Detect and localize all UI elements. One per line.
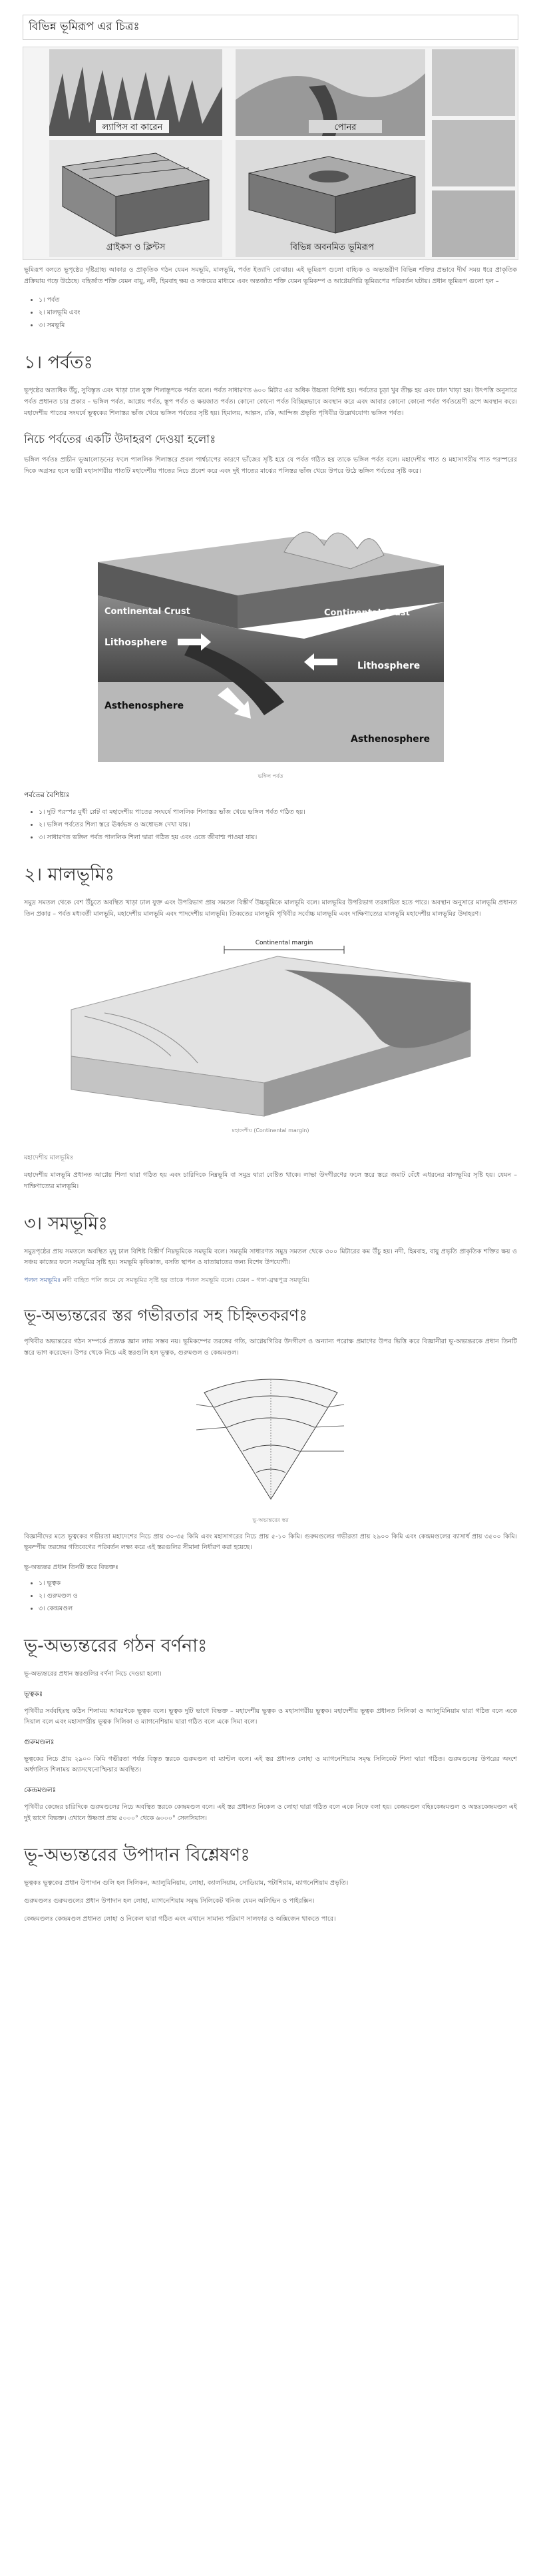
crust-paragraph: পৃথিবীর সর্ববহিঃস্থ কঠিন শিলাময় আবরণকে ভূত্বক বলে। ভূত্বক দুটি ভাগে বিভক্ত – মহাদেশীয় ভূত্বক ও মহাসাগরীয় ভূত্বক। মহাদেশীয় ভূত্বক প্রধানত সিলিকা ও অ্যালুমিনিয়াম দ্বারা গঠিত বলে একে সিয়াল বলে এবং মহাসাগরীয় ভূত্বক সিলিকা ও ম্যাগনেশিয়াম দ্বারা গঠিত বলে একে সিমা বলে। bbox=[24, 1707, 517, 1726]
list-item: • ২। ভঙ্গিল পর্বতের শিলা স্তরে ঊর্ধ্বভঙ্গ ও অধোভঙ্গ দেখা যায়। bbox=[39, 818, 517, 831]
section-title-structure: ভূ-অভ্যন্তরের গঠন বর্ণনাঃ bbox=[24, 1635, 208, 1656]
doline-image-1 bbox=[432, 49, 515, 116]
structure-paragraph: ভূ-অভ্যন্তরের প্রধান স্তরগুলির বর্ণনা নিচে দেওয়া হলো। bbox=[24, 1670, 162, 1678]
list-item: • ৩। সাধারণত ভঙ্গিল পর্বত পাললিক শিলা দ্বারা গঠিত হয় এবং এতে জীবাশ্ম পাওয়া যায়। bbox=[39, 831, 517, 844]
margin-label: Continental margin bbox=[255, 939, 313, 946]
fold-mountain-paragraph: ভঙ্গিল পর্বতঃ প্রাচীন ভূআলোড়নের ফলে পাললিক শিলাস্তরে প্রবল পার্শ্বচাপের কারণে ভাঁজের সৃষ্টি হয়ে যে পর্বত গঠিত হয় তাকে ভঙ্গিল পর্বত বলে। মহাদেশীয় পাত ও মহাসাগরীয় পাত পরস্পরের দিকে অগ্রসর হলে ভারী মহাসাগরীয় পাতটি মহাদেশীয় পাতের নিচে প্রবেশ করে এবং দুই পাতের মাঝের পলিস্তর ভাঁজ খেয়ে উপরে উঠে ভঙ্গিল পর্বতের সৃষ্টি করে। bbox=[24, 456, 517, 475]
interior-paragraph: পৃথিবীর অভ্যন্তরের গঠন সম্পর্কে প্রত্যক্ষ জ্ঞান লাভ সম্ভব নয়। ভূমিকম্পের তরঙ্গের গতি, আগ্নেয়গিরির উদগীরণ ও অন্যান্য পরোক্ষ প্রমাণের উপর ভিত্তি করে বিজ্ঞানীরা ভূ-অভ্যন্তরকে প্রধান তিনটি স্তরে ভাগ করেছেন। উপর থেকে নিচে এই স্তরগুলি হল ভূত্বক, গুরুমণ্ডল ও কেন্দ্রমণ্ডল। bbox=[24, 1338, 517, 1357]
doline-image-2 bbox=[432, 120, 515, 186]
grikes-image bbox=[49, 140, 222, 257]
plain-paragraph: সমুদ্রপৃষ্ঠের প্রায় সমতলে অবস্থিত মৃদু ঢাল বিশিষ্ট বিস্তীর্ণ নিম্নভূমিকে সমভূমি বলে। সমভূমি সাধারণত সমুদ্র সমতল থেকে ৩০০ মিটারের কম উঁচু হয়। নদী, হিমবাহ, বায়ু প্রভৃতি প্রাকৃতিক শক্তির ক্ষয় ও সঞ্চয় কাজের ফলে সমভূমির সৃষ্টি হয়। সমভূমি কৃষিকাজ, বসতি স্থাপন ও যাতায়াতের জন্য বিশেষ উপযোগী। bbox=[24, 1247, 517, 1267]
depression-image bbox=[236, 140, 425, 257]
plate-collision-diagram bbox=[85, 489, 457, 769]
mountain-caption: ভঙ্গিল পর্বত bbox=[258, 773, 283, 780]
poner-image bbox=[236, 49, 425, 136]
core-paragraph: পৃথিবীর কেন্দ্রের চারিদিকে গুরুমণ্ডলের নিচে অবস্থিত স্তরকে কেন্দ্রমণ্ডল বলে। এই স্তর প্রধানত নিকেল ও লোহা দ্বারা গঠিত বলে একে নিফে বলা হয়। কেন্দ্রমণ্ডল বহিঃকেন্দ্রমণ্ডল ও অন্তঃকেন্দ্রমণ্ডল এই দুই ভাগে বিভক্ত। এখানে উষ্ণতা প্রায় ৫০০০° থেকে ৬০০০° সেলসিয়াস। bbox=[24, 1803, 517, 1822]
plain-lead-text: নদী বাহিত পলি জমে যে সমভূমির সৃষ্টি হয় তাকে পলল সমভূমি বলে। যেমন – গঙ্গা-ব্রহ্মপুত্র সমভূমি। bbox=[63, 1276, 310, 1284]
plateau-lead: মহাদেশীয় মালভূমিঃ bbox=[24, 1153, 74, 1161]
asthenosphere-label-right: Asthenosphere bbox=[350, 734, 430, 745]
composition-paragraph-2: গুরুমণ্ডলঃ গুরুমণ্ডলের প্রধান উপাদান হল লোহা, ম্যাগনেশিয়াম সমৃদ্ধ সিলিকেট খনিজ যেমন অলিভিন ও পাইরক্সিন। bbox=[24, 1897, 315, 1905]
interior-list-title: ভূ-অভ্যন্তর প্রধান তিনটি স্তরে বিভক্তঃ bbox=[24, 1563, 118, 1571]
section-title-mountain: ১। পর্বতঃ bbox=[24, 352, 93, 374]
list-item: • ৩। সমভূমি bbox=[39, 319, 517, 332]
mountain-features-list bbox=[24, 806, 517, 844]
interior-paragraph-2: বিজ্ঞানীদের মতে ভূত্বকের গভীরতা মহাদেশের নিচে প্রায় ৩০-৩৫ কিমি এবং মহাসাগরের নিচে প্রায় ৫-১০ কিমি। গুরুমণ্ডলের গভীরতা প্রায় ২৯০০ কিমি এবং কেন্দ্রমণ্ডলের ব্যাসার্ধ প্রায় ৩৫০০ কিমি। ভূকম্পীয় তরঙ্গের গতিবেগের পরিবর্তন লক্ষ্য করে এই স্তরগুলির সীমানা নির্ধারণ করা হয়েছে। bbox=[24, 1532, 517, 1552]
landform-figure bbox=[23, 47, 518, 260]
section-title-plateau: ২। মালভূমিঃ bbox=[24, 864, 114, 886]
crust-label-right: Continental Crust bbox=[323, 608, 410, 619]
plain-lead-title: পলল সমভূমিঃ bbox=[24, 1276, 61, 1284]
intro-paragraph: ভূমিরূপ বলতে ভূপৃষ্ঠের দৃষ্টিগ্রাহ্য আকার ও প্রাকৃতিক গঠন যেমন সমভূমি, মালভূমি, পর্বত ইত্যাদি বোঝায়। এই ভূমিরূপ গুলো বাহ্যিক ও অভ্যন্তরীণ বিভিন্ন শক্তির প্রভাবে দীর্ঘ সময় ধরে প্রাকৃতিক প্রক্রিয়ায় গড়ে উঠেছে। বহির্জাত শক্তি যেমন বায়ু, নদী, হিমবাহ ক্ষয় ও সঞ্চয়ের মাধ্যমে এবং অন্তর্জাত শক্তি যেমন ভূমিকম্প ও আগ্নেয়গিরি ভূমিরূপের পরিবর্তন ঘটায়। প্রধান ভূমিরূপ গুলো হল – bbox=[24, 266, 517, 285]
page-title: বিভিন্ন ভূমিরূপ এর চিত্রঃ bbox=[23, 15, 518, 40]
intro-list bbox=[24, 294, 517, 332]
plateau-lead-paragraph: মহাদেশীয় মালভূমি প্রধানত আগ্নেয় শিলা দ্বারা গঠিত হয় এবং চারিদিকে নিম্নভূমি বা সমুদ্র দ্বারা বেষ্টিত থাকে। লাভা উদগীরণের ফলে স্তরে স্তরে জমাট বেঁধে এধরনের মালভূমির সৃষ্টি হয়। যেমন – দাক্ষিণাত্যের মালভূমি। bbox=[24, 1171, 517, 1190]
continental-margin-diagram bbox=[65, 930, 477, 1123]
interior-caption: ভূ-অভ্যন্তরের স্তর bbox=[252, 1516, 289, 1523]
section-title-composition: ভূ-অভ্যন্তরের উপাদান বিশ্লেষণঃ bbox=[24, 1845, 250, 1866]
doline-image-3 bbox=[432, 190, 515, 257]
list-item: • ২। মালভূমি এবং bbox=[39, 306, 517, 319]
earth-layers-diagram bbox=[191, 1366, 351, 1512]
list-item: • ১। পর্বত bbox=[39, 294, 517, 306]
poner-label: পোনর bbox=[334, 123, 357, 133]
composition-paragraph-3: কেন্দ্রমণ্ডলঃ কেন্দ্রমণ্ডল প্রধানত লোহা ও নিকেল দ্বারা গঠিত এবং এখানে সামান্য পরিমাণ সালফার ও অক্সিজেন থাকতে পারে। bbox=[24, 1915, 336, 1923]
section-title-plain: ৩। সমভূমিঃ bbox=[24, 1213, 108, 1234]
crust-title: ভূত্বকঃ bbox=[24, 1690, 43, 1698]
depression-label: বিভিন্ন অবনমিত ভূমিরূপ bbox=[290, 242, 374, 252]
crust-label-left: Continental Crust bbox=[104, 607, 190, 617]
asthenosphere-label-left: Asthenosphere bbox=[104, 701, 184, 712]
list-item: • ১। দুটি পরস্পর মুখী প্লেট বা মহাদেশীয় পাতের সংঘর্ষে পাললিক শিলাস্তর ভাঁজ খেয়ে ভঙ্গিল পর্বত গঠিত হয়। bbox=[39, 806, 517, 818]
composition-paragraph-1: ভূত্বকঃ ভূত্বকের প্রধান উপাদান গুলি হল সিলিকন, অ্যালুমিনিয়াম, লোহা, ক্যালসিয়াম, সোডিয়াম, পটাশিয়াম, ম্যাগনেশিয়াম প্রভৃতি। bbox=[24, 1879, 349, 1887]
mountain-features-title: পর্বতের বৈশিষ্ট্যঃ bbox=[24, 791, 70, 800]
lapies-label: ল্যাপিস বা কারেন bbox=[102, 123, 163, 133]
plain-lead bbox=[24, 1275, 517, 1287]
plateau-paragraph: সমুদ্র সমতল থেকে বেশ উঁচুতে অবস্থিত খাড়া ঢাল যুক্ত এবং উপরিভাগ প্রায় সমতল বিস্তীর্ণ উচ্চভূমিকে মালভূমি বলে। মালভূমির উপরিভাগ তরঙ্গায়িত হতে পারে। অবস্থান অনুসারে মালভূমি প্রধানত তিন প্রকার – পর্বত মধ্যবর্তী মালভূমি, মহাদেশীয় মালভূমি এবং পাদদেশীয় মালভূমি। তিব্বতের মালভূমি পৃথিবীর সর্বোচ্চ মালভূমি এবং দাক্ষিণাত্যের মালভূমি মহাদেশীয় মালভূমির উদাহরণ। bbox=[24, 899, 517, 918]
lithosphere-label-left: Lithosphere bbox=[104, 637, 167, 649]
mountain-example-title: নিচে পর্বতের একটি উদাহরণ দেওয়া হলোঃ bbox=[24, 433, 216, 447]
lithosphere-label-right: Lithosphere bbox=[357, 661, 420, 672]
mountain-paragraph: ভূপৃষ্ঠের অত্যধিক উঁচু, সুবিস্তৃত এবং খাড়া ঢাল যুক্ত শিলাস্তূপকে পর্বত বলে। পর্বত সাধারণত ৬০০ মিটার এর অধিক উচ্চতা বিশিষ্ট হয়। পর্বতের চূড়া খুব তীক্ষ্ণ হয় এবং ঢাল খাড়া হয়। উৎপত্তি অনুসারে পর্বত প্রধানত চার প্রকার – ভঙ্গিল পর্বত, আগ্নেয় পর্বত, স্তূপ পর্বত ও ক্ষয়জাত পর্বত। কোনো কোনো পর্বত বিচ্ছিন্নভাবে অবস্থান করে এবং আবার কোনো কোনো পর্বত পর্বতশ্রেণী রূপে অবস্থান করে। মহাদেশীয় পাতের সংঘর্ষে ভূত্বকের শিলাস্তর ভাঁজ খেয়ে ভঙ্গিল পর্বতের সৃষ্টি হয়। হিমালয়, আল্পস, রকি, আন্দিজ প্রভৃতি পৃথিবীর উল্লেখযোগ্য ভঙ্গিল পর্বত। bbox=[24, 387, 517, 417]
list-item: • ১। ভূত্বক bbox=[39, 1577, 517, 1590]
list-item: • ৩। কেন্দ্রমণ্ডল bbox=[39, 1602, 517, 1615]
mantle-title: গুরুমণ্ডলঃ bbox=[24, 1738, 55, 1746]
interior-list bbox=[24, 1577, 517, 1615]
section-title-interior: ভূ-অভ্যন্তরের স্তর গভীরতার সহ চিহ্নিতকরণঃ bbox=[24, 1306, 307, 1325]
list-item: • ২। গুরুমণ্ডল ও bbox=[39, 1590, 517, 1602]
grikes-label: গ্রাইকস ও ক্লিন্টস bbox=[106, 242, 166, 252]
plateau-caption: মহাদেশীয় (Continental margin) bbox=[232, 1127, 309, 1133]
core-title: কেন্দ্রমণ্ডলঃ bbox=[24, 1786, 57, 1794]
mantle-paragraph: ভূত্বকের নিচে প্রায় ২৯০০ কিমি গভীরতা পর্যন্ত বিস্তৃত স্তরকে গুরুমণ্ডল বা ম্যান্টল বলে। এই স্তর প্রধানত লোহা ও ম্যাগনেশিয়াম সমৃদ্ধ সিলিকেট শিলা দ্বারা গঠিত। গুরুমণ্ডলের উপরের অংশে অর্ধগলিত শিলাময় অ্যাসথেনোস্ফিয়ার অবস্থিত। bbox=[24, 1755, 517, 1774]
